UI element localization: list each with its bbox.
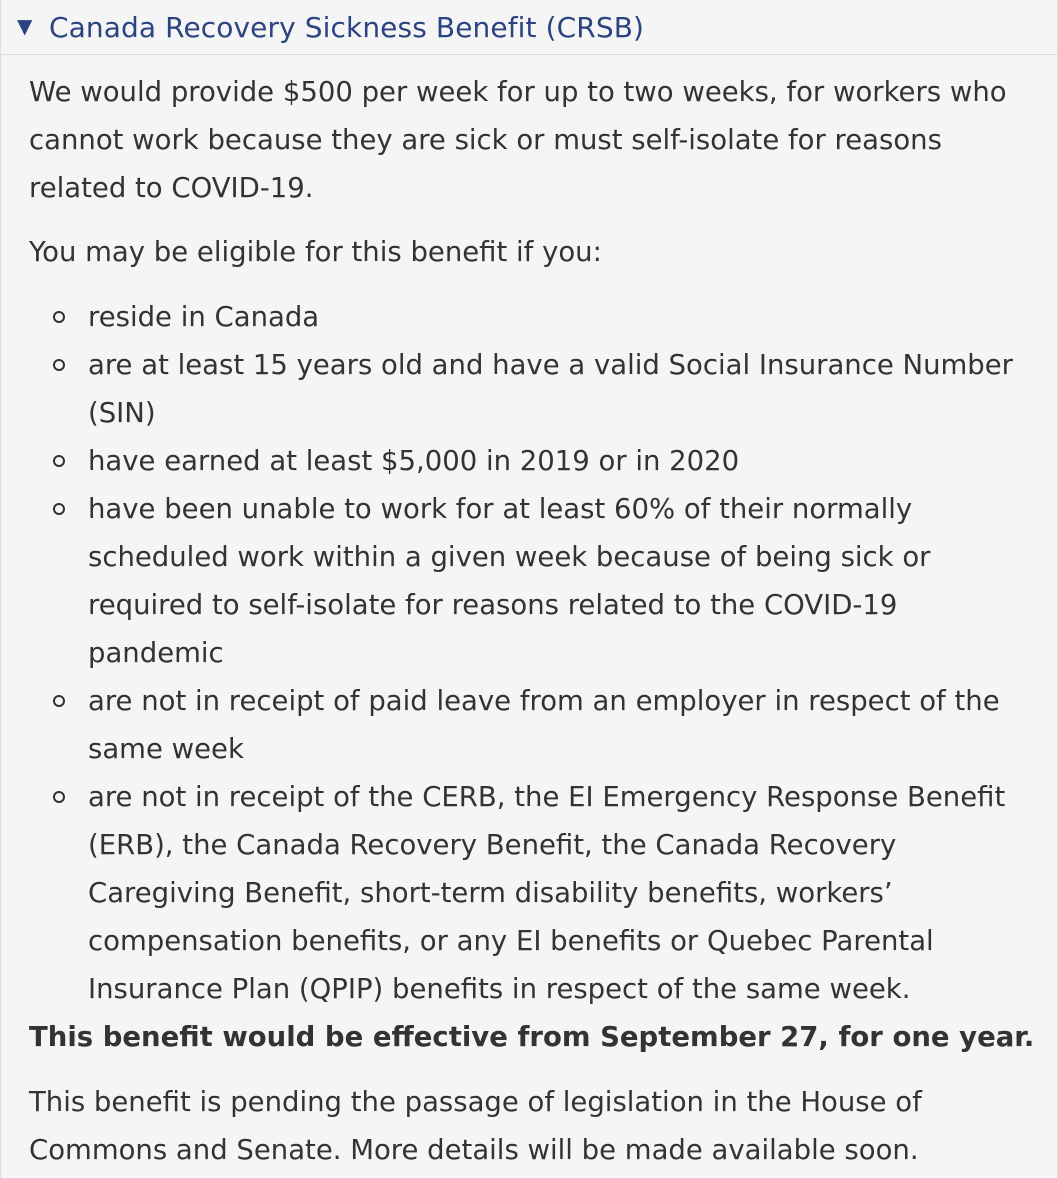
circle-bullet-icon	[53, 503, 65, 515]
list-item	[88, 293, 1039, 341]
effective-date-statement: This benefit would be effective from September 27, for one year.	[29, 1021, 1035, 1053]
circle-bullet-icon	[53, 455, 65, 467]
circle-bullet-icon	[53, 695, 65, 707]
list-item-text: are not in receipt of paid leave from an employer in respect of the same week	[88, 685, 1000, 765]
crsb-summary-toggle[interactable]	[1, 0, 1057, 55]
details-content	[29, 68, 1039, 1174]
intro-paragraph: We would provide $500 per week for up to two weeks, for workers who cannot work because they are sick or must self-isolate for reasons related to COVID-19.	[29, 76, 1007, 204]
list-item	[88, 773, 1039, 1013]
list-item	[88, 437, 1039, 485]
triangle-down-icon: ▼	[17, 14, 33, 38]
circle-bullet-icon	[53, 359, 65, 371]
list-item-text: have been unable to work for at least 60% of their normally scheduled work within a given week because of being sick or required to self-isolate for reasons related to the COVID-19 pandemic	[88, 493, 931, 669]
list-item	[88, 485, 1039, 677]
pending-legislation-note: This benefit is pending the passage of legislation in the House of Commons and Senate. More details will be made available soon.	[29, 1086, 922, 1166]
circle-bullet-icon	[53, 791, 65, 803]
circle-bullet-icon	[53, 311, 65, 323]
summary-title: Canada Recovery Sickness Benefit (CRSB)	[49, 10, 645, 44]
list-item-text: are not in receipt of the CERB, the EI Emergency Response Benefit (ERB), the Canada Recovery Benefit, the Canada Recovery Caregiving Benefit, short-term disability benefits, workers’ compensation benefits, or any EI benefits or Quebec Parental Insurance Plan (QPIP) benefits in respect of the same week.	[88, 781, 1006, 1005]
eligibility-lead: You may be eligible for this benefit if you:	[29, 236, 602, 268]
list-item-text: have earned at least $5,000 in 2019 or in 2020	[88, 445, 740, 477]
list-item	[88, 677, 1039, 773]
list-item-text: are at least 15 years old and have a valid Social Insurance Number (SIN)	[88, 349, 1013, 429]
list-item-text: reside in Canada	[88, 301, 320, 333]
list-item	[88, 341, 1039, 437]
eligibility-list	[29, 293, 1039, 1013]
